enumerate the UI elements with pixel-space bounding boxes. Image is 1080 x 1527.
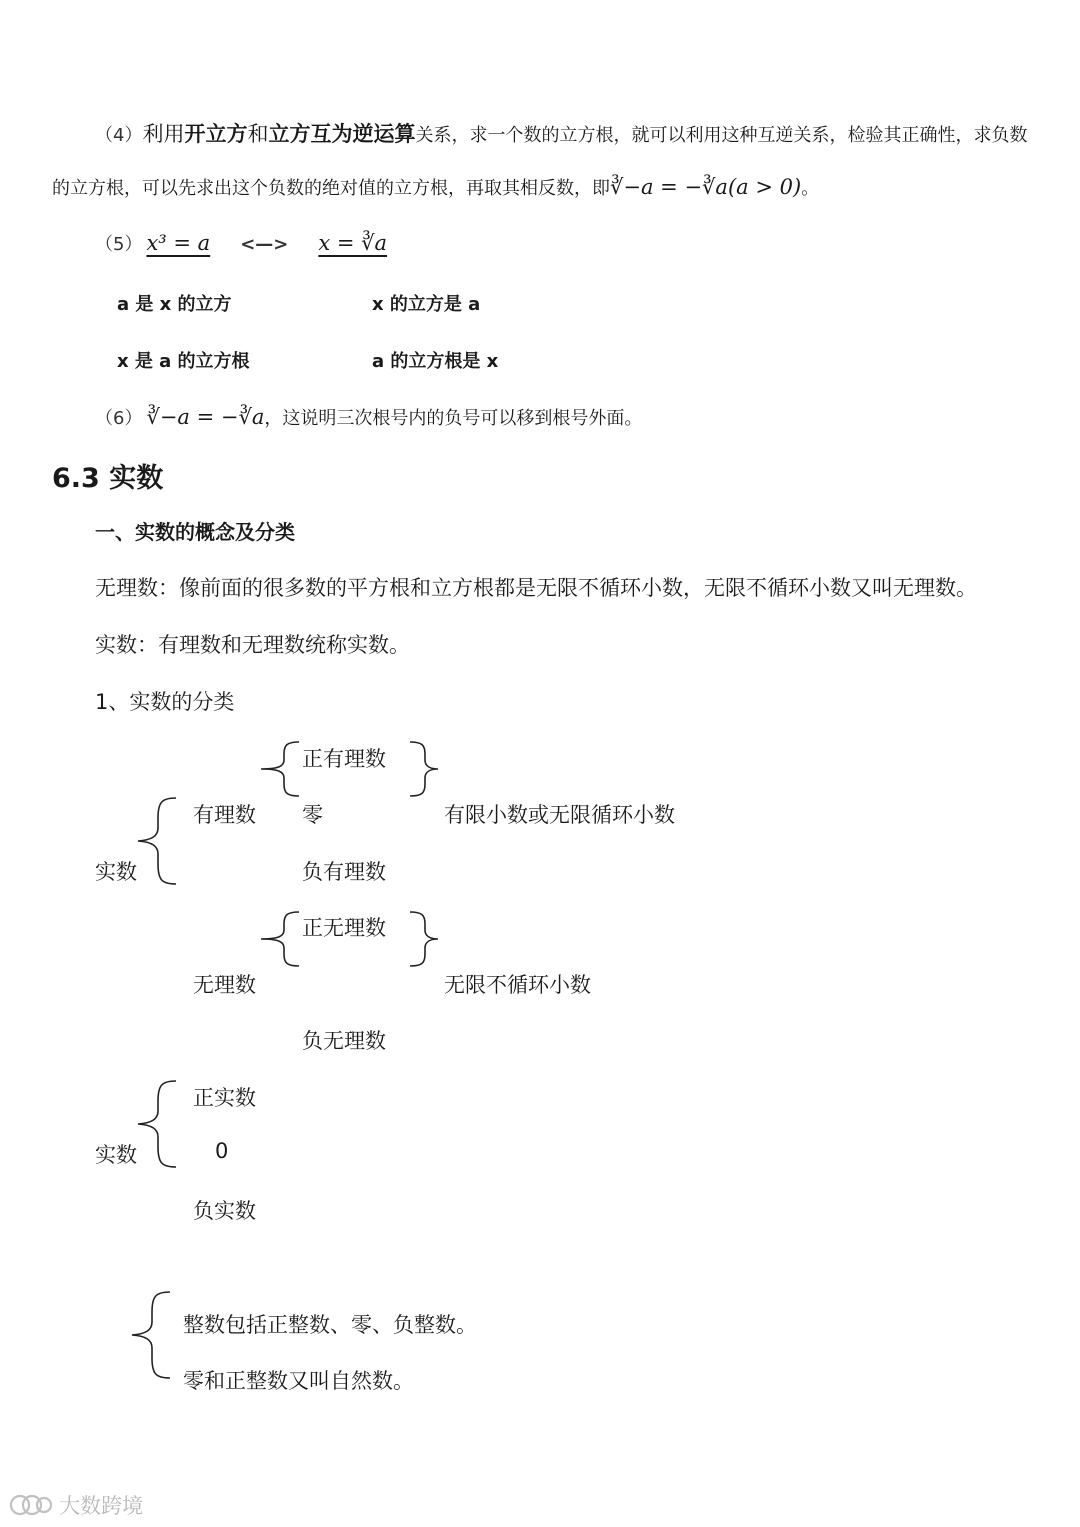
item-4-math-cond: (a > 0)	[727, 175, 802, 199]
tree-1-irrational: 无理数	[193, 973, 256, 997]
subsection-title: 一、实数的概念及分类	[95, 520, 295, 544]
tree-1-left-brace	[130, 796, 180, 886]
tree-1-irrational-brace	[255, 910, 305, 968]
tree-1-positive-rational: 正有理数	[302, 747, 386, 771]
item-4-text-1: 利用	[142, 122, 185, 146]
item-4-text-2: 和	[247, 122, 269, 146]
tree-1-rational-note: 有限小数或无限循环小数	[444, 803, 675, 827]
item-6-math: ∛−a = −∛a	[146, 405, 265, 429]
tree-2-root: 实数	[95, 1143, 137, 1167]
tree-1-root: 实数	[95, 860, 137, 884]
tree-2-zero: 0	[215, 1139, 229, 1163]
tree-1-irrational-note: 无限不循环小数	[444, 973, 591, 997]
integers-line-1: 整数包括正整数、零、负整数。	[183, 1313, 477, 1337]
item-4-number: （4）	[95, 125, 143, 146]
watermark	[8, 1490, 143, 1520]
item-5-row-2-right: a 的立方根是 x	[372, 351, 499, 372]
tree-1-negative-rational: 负有理数	[302, 860, 386, 884]
section-title: 6.3 实数	[52, 463, 164, 494]
item-4-math-eq: = −	[653, 175, 703, 199]
item-5-number: （5）	[95, 234, 143, 255]
tree-1-positive-irrational: 正无理数	[302, 916, 386, 940]
tree-1-zero: 零	[302, 803, 323, 827]
irrational-definition: 无理数：像前面的很多数的平方根和立方根都是无限不循环小数，无限不循环小数又叫无理数。	[95, 576, 977, 600]
item-4-math-rhs: ∛a	[702, 175, 728, 199]
tree-1-rational-right-brace	[396, 740, 446, 798]
tree-2-positive: 正实数	[193, 1086, 256, 1110]
watermark-text: 大数跨境	[59, 1494, 144, 1518]
tree-1-rational: 有理数	[193, 803, 256, 827]
item-4-math-lhs: ∛−a	[610, 175, 654, 199]
integers-line-2: 零和正整数又叫自然数。	[183, 1369, 414, 1393]
item-5-row-2-left: x 是 a 的立方根	[117, 351, 250, 372]
item-5-row-1-right: x 的立方是 a	[372, 294, 481, 315]
item-6-number: （6）	[95, 408, 143, 429]
item-5-lhs: x³ = a	[146, 231, 211, 255]
tree-1-irrational-right-brace	[396, 910, 446, 968]
classification-heading: 1、实数的分类	[95, 690, 235, 714]
tree-1-negative-irrational: 负无理数	[302, 1029, 386, 1053]
item-4-bold-1: 开立方	[184, 122, 248, 146]
item-5-arrow: <—>	[240, 234, 289, 255]
real-definition: 实数：有理数和无理数统称实数。	[95, 633, 410, 657]
tree-2-brace	[130, 1079, 180, 1169]
item-4-text-3: 关系，求一个数的立方根，就可以利用这种互逆关系，检验其正确性，求负数	[415, 125, 1028, 146]
item-6-line	[95, 404, 642, 430]
item-5-row-1-left: a 是 x 的立方	[117, 294, 232, 315]
item-4-line-2	[52, 174, 819, 200]
item-6-text: ，这说明三次根号内的负号可以移到根号外面。	[264, 408, 643, 429]
item-4-line-1	[95, 118, 1027, 148]
item-5-line	[95, 230, 387, 256]
watermark-logo-icon	[8, 1491, 54, 1519]
item-4-end: 。	[801, 178, 820, 199]
integers-brace	[124, 1290, 174, 1380]
item-5-rhs: x = ∛a	[318, 231, 388, 255]
item-4-bold-2: 立方互为逆运算	[268, 122, 416, 146]
tree-1-rational-brace	[255, 740, 305, 798]
tree-2-negative: 负实数	[193, 1199, 256, 1223]
item-4-line-2-text: 的立方根，可以先求出这个负数的绝对值的立方根，再取其相反数，即	[52, 178, 610, 199]
